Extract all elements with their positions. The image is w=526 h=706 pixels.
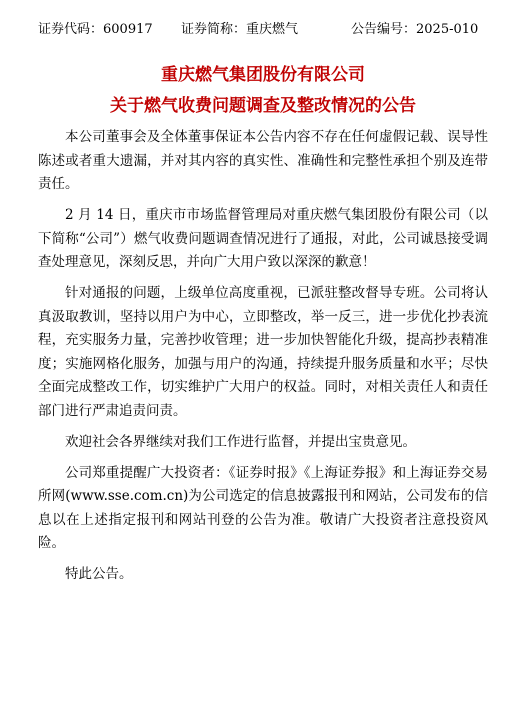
paragraph-disclaimer: 本公司董事会及全体董事保证本公告内容不存在任何虚假记载、误导性陈述或者重大遗漏，并对其内容的真实性、准确性和完整性承担个别及连带责任。 bbox=[38, 129, 488, 192]
paragraph-rectification: 针对通报的问题，上级单位高度重视，已派驻整改督导专班。公司将认真汲取教训，坚持以用户为中心，立即整改，举一反三，进一步优化抄表流程，充实服务力量，完善抄收管理；进一步加快智能化升级，提高抄表精准度；实施网格化服务，加强与用户的沟通，持续提升服务质量和水平；尽快全面完成整改工作，切实维护广大用户的权益。同时，对相关责任人和责任部门进行严肃追责问责。 bbox=[38, 285, 488, 419]
paragraph-notice: 2 月 14 日，重庆市市场监督管理局对重庆燃气集团股份有限公司（以下简称“公司”）燃气收费问题调查情况进行了通报，对此，公司诚恳接受调查处理意见，深刻反思，并向广大用户致以深深的歉意！ bbox=[38, 207, 488, 270]
company-title: 重庆燃气集团股份有限公司 bbox=[161, 65, 365, 85]
document-header bbox=[38, 20, 508, 40]
announcement-body bbox=[38, 126, 488, 594]
stock-code: 证券代码：600917 bbox=[38, 22, 153, 37]
paragraph-closing: 特此公告。 bbox=[65, 566, 133, 582]
paragraph-investor-reminder: 公司郑重提醒广大投资者：《证券时报》《上海证券报》和上海证券交易所网(www.sse.com.cn)为公司选定的信息披露报刊和网站，公司发布的信息以在上述指定报刊和网站刊登的公告为准。敬请广大投资者注意投资风险。 bbox=[38, 464, 488, 551]
announcement-number: 公告编号：2025-010 bbox=[351, 22, 479, 37]
announcement-title: 关于燃气收费问题调查及整改情况的公告 bbox=[110, 96, 416, 116]
stock-abbreviation: 证券简称：重庆燃气 bbox=[181, 22, 299, 37]
paragraph-supervision: 欢迎社会各界继续对我们工作进行监督，并提出宝贵意见。 bbox=[65, 433, 416, 450]
